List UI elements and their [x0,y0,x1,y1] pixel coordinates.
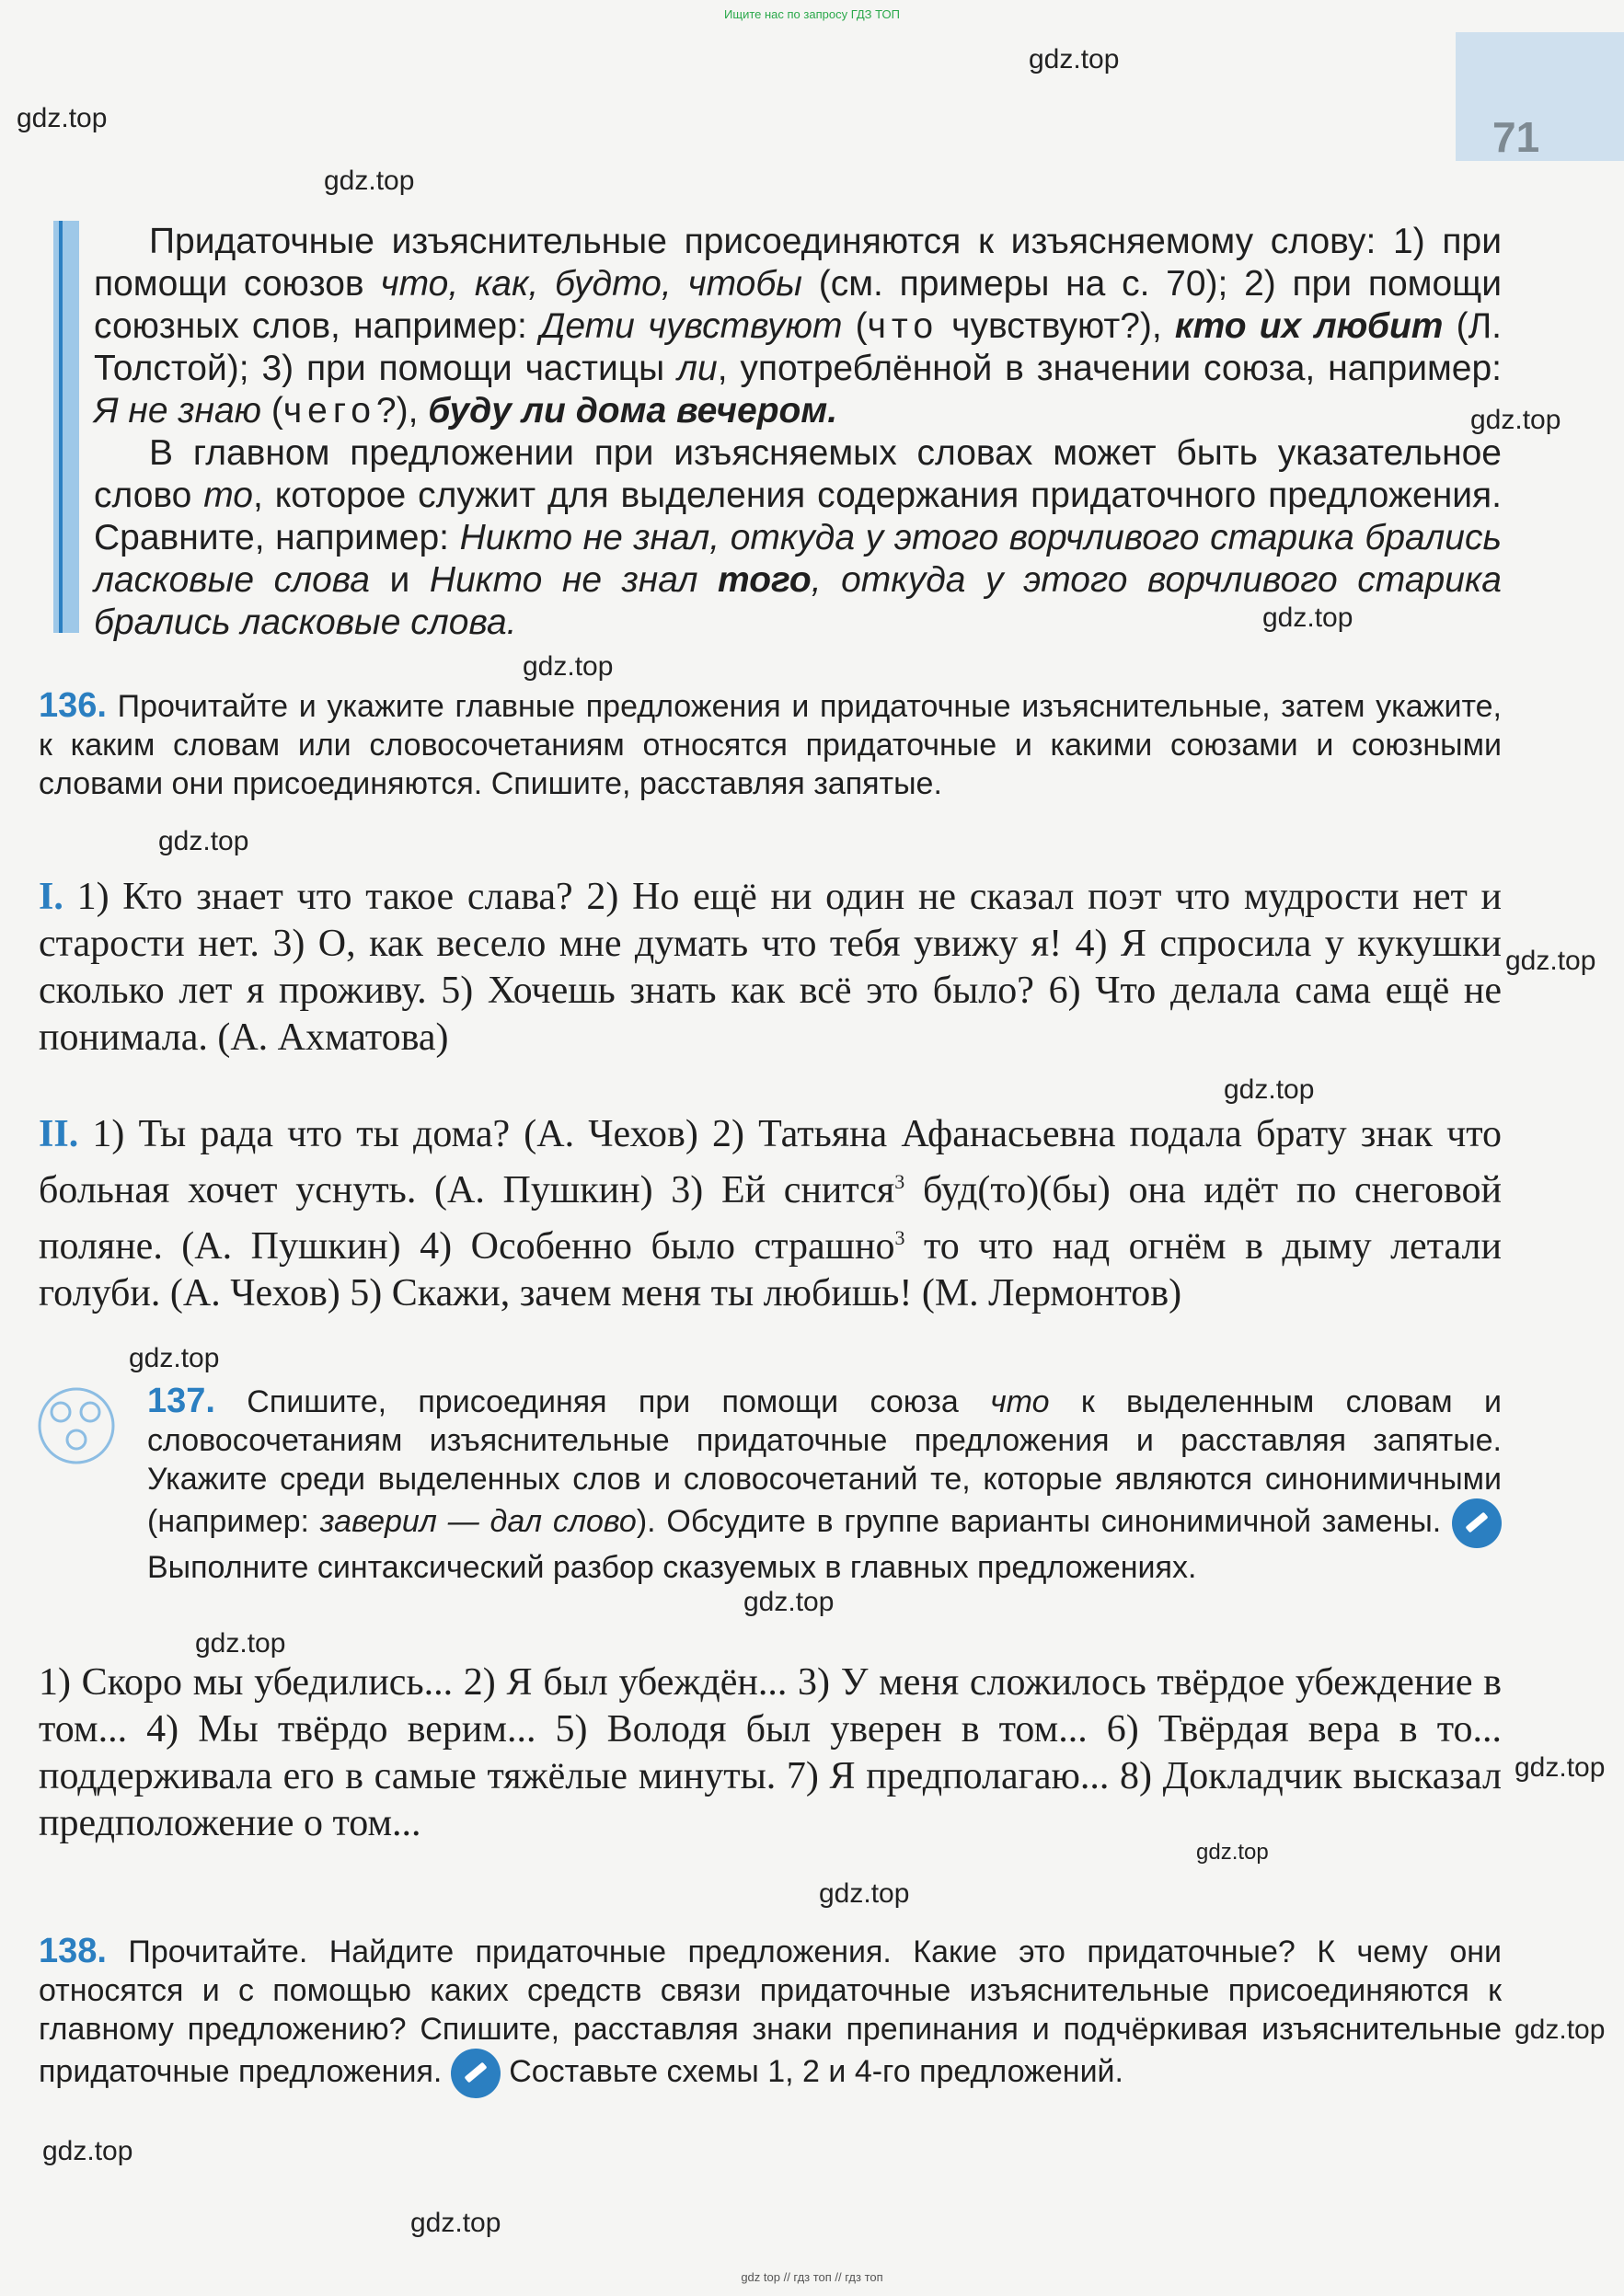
rule-paragraph-1: Придаточные изъяснительные присоединяются к изъясняемому слову: 1) при помощи союзов что, как, будто, чтобы (см. примеры на с. 70); 2) при помощи союзных слов, например: Дети чувствуют (что чувствуют?), кто их любит (Л. Толстой); 3) при помощи частицы ли, употреблённой в значении союза, например: Я не знаю (чего?), буду ли дома вечером. [94,222,1503,430]
part-label: I. [39,876,63,918]
watermark: gdz.top [324,166,415,196]
rule-side-bar [53,221,79,633]
exercise-number: 138. [39,1932,107,1970]
watermark: gdz.top [819,1878,910,1909]
exercise-number: 137. [147,1382,215,1420]
rule-paragraph-2: В главном предложении при изъясняемых словах может быть указательное слово то, которое служит для выделения содержания придаточного предложения. Сравните, например: Никто не знал, откуда у этого ворчливого старика брались ласковые слова и Никто не знал того, откуда у этого ворчливого старика брались ласковые слова. [94,433,1502,642]
exercise-136-part-2: II. 1) Ты рада что ты дома? (А. Чехов) 2) Татьяна Афанасьевна подала брату знак что больная хочет уснуть. (А. Пушкин) 3) Ей снится$^3$ буд(то)(бы) она идёт по снеговой поляне. (А. Пушкин) 4) Особенно было страшно$^3$ то что над огнём в дыму летали голуби. (А. Чехов) 5) Скажи, зачем меня ты любишь! (М. Лермонтов) [39,1113,1502,1314]
header-note: Ищите нас по запросу ГДЗ ТОП [724,7,900,21]
watermark: gdz.top [42,2136,133,2166]
watermark: gdz.top [1515,2015,1606,2045]
watermark: gdz.top [1515,1752,1606,1783]
page-corner-tab [1456,32,1624,161]
watermark: gdz.top [1224,1074,1315,1105]
exercise-137-task: 137. Спишите, присоединяя при помощи союза что к выделенным словам и словосочетаниям изъяснительные придаточные предложения и расставляя запятые. Укажите среди выделенных слов и словосочетаний те, которые являются синонимичными (например: заверил — дал слово). Обсудите в группе варианты синонимичной замены. Выполните синтаксический разбор сказуемых в главных предложениях. [147,1382,1503,1585]
watermark: gdz.top [195,1628,286,1659]
watermark: gdz.top [17,103,108,133]
watermark: gdz.top [410,2208,501,2238]
page-number: 71 [1492,113,1540,161]
exercise-138-task: 138. Прочитайте. Найдите придаточные предложения. Какие это придаточные? К чему они относятся и с помощью каких средств связи придаточные изъяснительные присоединяются к главному предложению? Спишите, расставляя знаки препинания и подчёркивая изъяснительные придаточные предложения. Составьте схемы 1, 2 и 4-го предложений. [39,1932,1502,2098]
exercise-number: 136. [39,686,107,725]
watermark: gdz.top [1470,405,1561,435]
watermark: gdz.top [1029,44,1120,75]
watermark: gdz.top [129,1343,220,1373]
watermark: gdz.top [1196,1840,1269,1865]
footer-note: gdz top // гдз топ // гдз топ [741,2270,883,2284]
rule-text [94,221,1502,644]
watermark: gdz.top [158,826,249,856]
watermark: gdz.top [1262,603,1353,633]
watermark: gdz.top [523,651,614,682]
watermark: gdz.top [743,1587,835,1617]
pencil-icon [451,2049,501,2098]
part-label: II. [39,1113,79,1155]
watermark: gdz.top [1505,946,1596,976]
exercise-137-sentences: 1) Скоро мы убедились... 2) Я был убеждён... 3) У меня сложилось твёрдое убеждение в том... 4) Мы твёрдо верим... 5) Володя был уверен в том... 6) Твёрдая вера в то... поддерживала его в самые тяжёлые минуты. 7) Я предполагаю... 8) Докладчик высказал предположение о том... [39,1661,1502,1844]
exercise-136-part-1: I. 1) Кто знает что такое слава? 2) Но ещё ни один не сказал поэт что мудрости нет и старости нет. 3) О, как весело мне думать что тебя увижу я! 4) Я спросила у кукушки сколько лет я проживу. 5) Хочешь знать как всё это было? 6) Что делала сама ещё не понимала. (А. Ахматова) [39,876,1503,1059]
group-work-icon [35,1384,118,1467]
exercise-136-task: 136. Прочитайте и укажите главные предложения и придаточные изъяснительные, затем укажите, к каким словам или словосочетаниям относятся придаточные и какими союзами и союзными словами они присоединяются. Спишите, расставляя запятые. [39,686,1502,801]
pencil-icon [1452,1498,1502,1548]
rule-side-line [59,221,63,633]
